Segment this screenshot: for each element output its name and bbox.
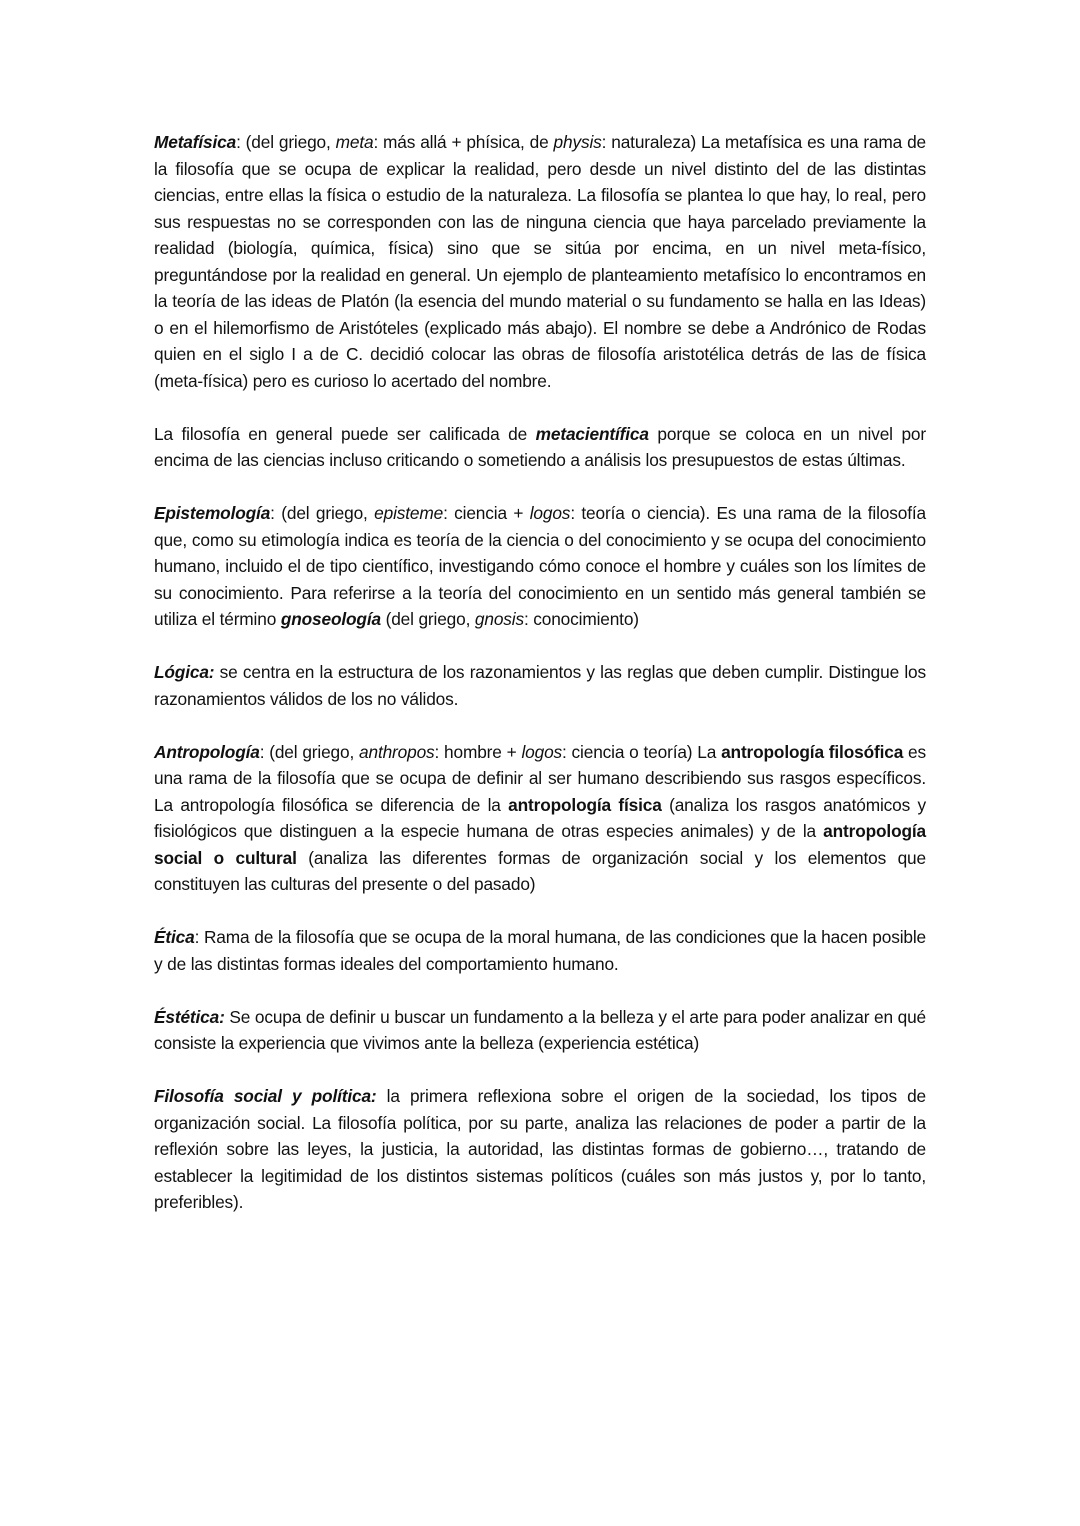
body-text: Se ocupa de definir u buscar un fundamento a la belleza y el arte para poder analizar en qué consiste la experiencia que vivimos ante la belleza (experiencia estética) (154, 1006, 926, 1053)
body-text: (analiza las diferentes formas de organización social y los elementos que constituyen las culturas del presente o del pasado) (154, 847, 926, 894)
italic-term: episteme (374, 503, 444, 523)
body-text: : más allá + phísica, de (373, 132, 554, 152)
document-page (154, 129, 926, 1242)
paragraph-metacientifica (154, 421, 926, 474)
italic-term: logos (521, 741, 563, 762)
term-heading: Ética (154, 927, 195, 947)
paragraph-antropologia (154, 739, 926, 898)
term-heading: Lógica: (154, 662, 215, 682)
body-text: : teoría o ciencia). Es una rama de la filosofía que, como su etimología indica es teoría de la ciencia o del conocimiento y se ocupa del conocimiento humano, incluido el de tipo científico, investigando cómo conoce el hombre y cuáles son los límites de su conocimiento. Para referirse a la teoría del conocimiento en un sentido más general también se utiliza el término (154, 503, 926, 629)
bold-term: antropología social o cultural (154, 821, 926, 868)
italic-term: gnosis (474, 609, 524, 629)
body-text: : hombre + (434, 741, 522, 762)
bold-term: antropología filosófica (721, 741, 904, 762)
italic-term: anthropos (359, 741, 435, 762)
body-text: : ciencia o teoría) La (562, 741, 722, 762)
term-heading: Éstética: (154, 1006, 225, 1027)
body-text: se centra en la estructura de los razonamientos y las reglas que deben cumplir. Distingue los razonamientos válidos de los no válidos. (154, 662, 926, 709)
paragraph-etica (154, 924, 926, 977)
term-heading: gnoseología (280, 609, 381, 629)
body-text: La filosofía en general puede ser calificada de (154, 423, 536, 444)
term-heading: Filosofía social y política: (154, 1086, 377, 1106)
body-text: : Rama de la filosofía que se ocupa de la moral humana, de las condiciones que la hacen posible y de las distintas formas ideales del comportamiento humano. (154, 927, 926, 974)
body-text: porque se coloca en un nivel por encima de las ciencias incluso criticando o sometiendo a análisis los presupuestos de estas últimas. (154, 423, 926, 470)
term-heading: Antropología (154, 741, 260, 762)
paragraph-metafisica (154, 129, 926, 394)
body-text: : naturaleza) La metafísica es una rama de la filosofía que se ocupa de explicar la realidad, pero desde un nivel distinto del de las distintas ciencias, entre ellas la física o estudio de la naturaleza. La filosofía se plantea lo que hay, lo real, pero sus respuestas no se corresponden con las de ninguna ciencia que haya parcelado previamente la realidad (biología, química, física) sino que se sitúa por encima, en un nivel meta-físico, preguntándose por la realidad en general. Un ejemplo de planteamiento metafísico lo encontramos en la teoría de las ideas de Platón (la esencia del mundo material o su fundamento se halla en las Ideas) o en el hilemorfismo de Aristóteles (explicado más abajo). El nombre se debe a Andrónico de Rodas quien en el siglo I a de C. decidió colocar las obras de filosofía aristotélica detrás de las de física (meta-física) pero es curioso lo acertado del nombre. (154, 132, 926, 391)
body-text: (del griego, (380, 609, 475, 629)
bold-term: antropología física (508, 794, 662, 815)
term-heading: Epistemología (154, 503, 271, 523)
body-text: la primera reflexiona sobre el origen de la sociedad, los tipos de organización social. La filosofía política, por su parte, analiza las relaciones de poder a partir de la reflexión sobre las leyes, la justicia, la autoridad, las distintas formas de gobierno…, tratando de establecer la legitimidad de los distintos sistemas políticos (cuáles son más justos y, por lo tanto, preferibles). (154, 1086, 926, 1212)
italic-term: physis (553, 132, 602, 152)
paragraph-filosofia-social-politica (154, 1083, 926, 1216)
paragraph-estetica (154, 1004, 926, 1057)
term-heading: Metafísica (154, 132, 237, 152)
body-text: (analiza los rasgos anatómicos y fisiológicos que distinguen a la especie humana de otras especies animales) y de la (154, 794, 926, 841)
term-heading: metacientífica (535, 423, 649, 444)
body-text: : (del griego, (236, 132, 336, 152)
paragraph-epistemologia (154, 500, 926, 633)
italic-term: logos (529, 503, 571, 523)
body-text: : conocimiento) (523, 609, 639, 629)
italic-term: meta (335, 132, 374, 152)
body-text: : ciencia + (443, 503, 530, 523)
body-text: es una rama de la filosofía que se ocupa de definir al ser humano describiendo sus rasgos específicos. La antropología filosófica se diferencia de la (154, 741, 926, 815)
paragraph-logica (154, 659, 926, 712)
body-text: : (del griego, (259, 741, 360, 762)
body-text: : (del griego, (270, 503, 375, 523)
